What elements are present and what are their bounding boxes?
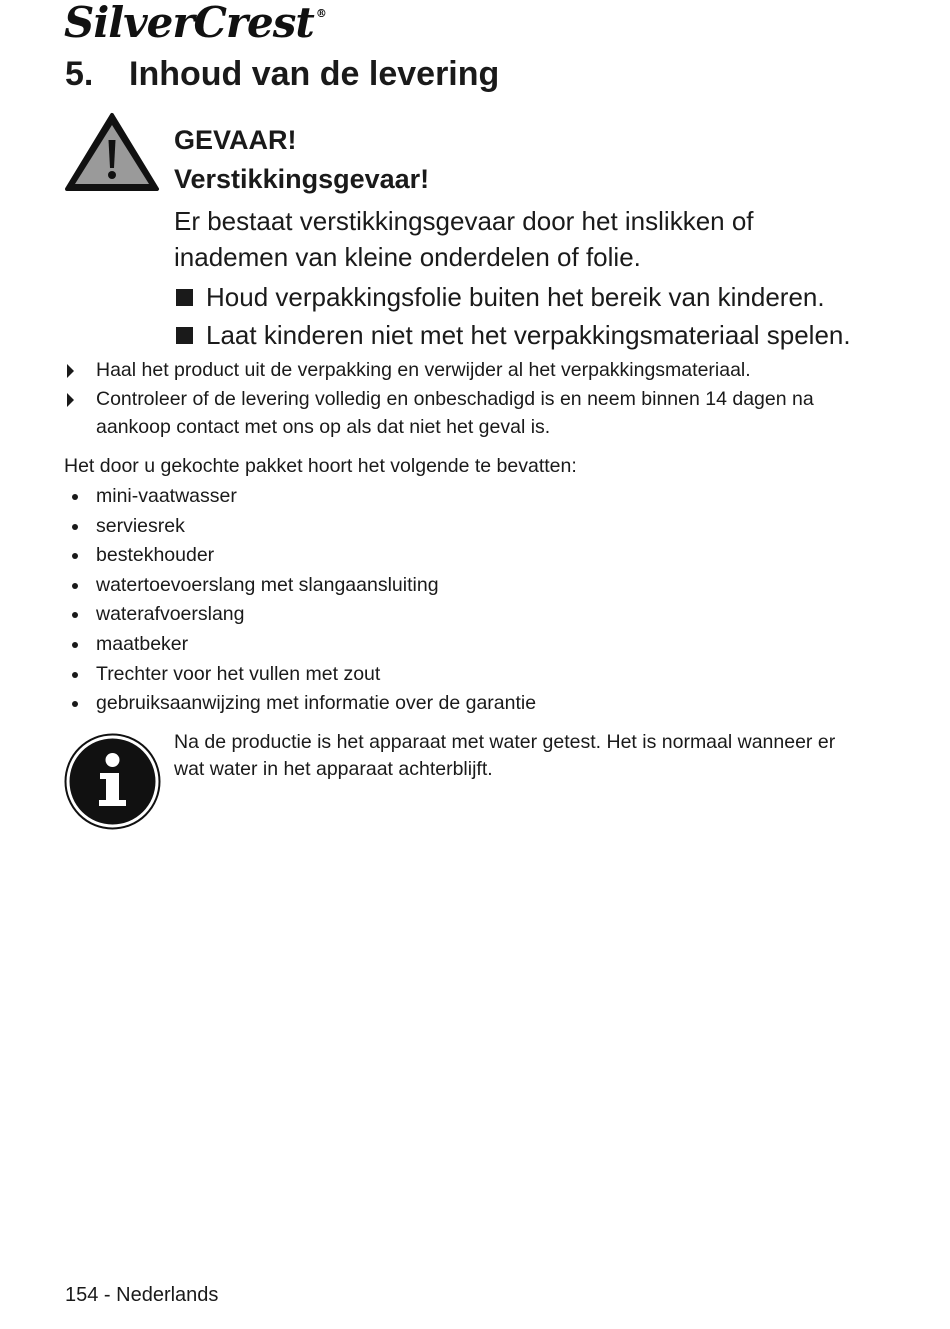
- list-item-text: maatbeker: [96, 632, 189, 655]
- registered-mark: ®: [315, 7, 326, 20]
- list-item-text: bestekhouder: [96, 544, 215, 567]
- list-item-text: Trechter voor het vullen met zout: [96, 662, 381, 685]
- section-number: 5.: [65, 55, 94, 93]
- bullet-dot-icon: [72, 642, 78, 648]
- list-item-text: watertoevoerslang met slangaansluiting: [96, 573, 439, 596]
- bullet-dot-icon: [72, 612, 78, 618]
- section-title-text: Inhoud van de levering: [129, 55, 500, 93]
- square-bullet-icon: [176, 289, 193, 306]
- warning-text: Er bestaat verstikkingsgevaar door het inslikken of inademen van kleine onderdelen of folie.: [174, 206, 754, 272]
- section-title: [65, 54, 499, 94]
- warning-item: [174, 278, 874, 316]
- square-bullet-icon: [176, 327, 193, 344]
- bullet-dot-icon: [72, 701, 78, 707]
- list-item: [64, 630, 536, 660]
- warning-item-text: Houd verpakkingsfolie buiten het bereik van kinderen.: [206, 282, 825, 312]
- warning-heading: GEVAAR!: [174, 125, 297, 155]
- contents-intro: Het door u gekochte pakket hoort het volgende te bevatten:: [64, 455, 577, 477]
- warning-list: [174, 278, 874, 354]
- logo-text: SilverCrest: [64, 0, 314, 47]
- arrow-bullet-icon: [67, 393, 74, 407]
- warning-block: [174, 121, 874, 354]
- list-item-text: serviesrek: [96, 514, 185, 537]
- instruction-step: [64, 356, 864, 384]
- bullet-dot-icon: [72, 494, 78, 500]
- list-item: [64, 571, 536, 601]
- warning-subheading: Verstikkingsgevaar!: [174, 164, 430, 194]
- bullet-dot-icon: [72, 553, 78, 559]
- bullet-dot-icon: [72, 672, 78, 678]
- instruction-step: [64, 385, 864, 441]
- bullet-dot-icon: [72, 524, 78, 530]
- warning-triangle-icon: [64, 112, 160, 192]
- list-item: [64, 600, 536, 630]
- list-item: [64, 482, 536, 512]
- info-icon: [64, 733, 161, 830]
- list-item: [64, 689, 536, 719]
- contents-list: [64, 482, 536, 719]
- arrow-bullet-icon: [67, 364, 74, 378]
- bullet-dot-icon: [72, 583, 78, 589]
- list-item-text: mini-vaatwasser: [96, 485, 237, 507]
- list-item: [64, 541, 536, 571]
- instruction-step-text: Haal het product uit de verpakking en verwijder al het verpakkingsmateriaal.: [96, 359, 751, 381]
- info-text: Na de productie is het apparaat met water getest. Het is normaal wanneer er wat water in het apparaat achterblijft.: [174, 731, 836, 780]
- warning-item: [174, 316, 874, 354]
- list-item: [64, 660, 536, 690]
- instruction-steps: [64, 356, 864, 442]
- silvercrest-logo: [64, 0, 326, 47]
- list-item-text: gebruiksaanwijzing met informatie over de garantie: [96, 692, 537, 715]
- page-footer: 154 - Nederlands: [65, 1284, 219, 1306]
- warning-item-text: Laat kinderen niet met het verpakkingsmateriaal spelen.: [206, 320, 851, 350]
- list-item: [64, 512, 536, 542]
- list-item-text: waterafvoerslang: [96, 603, 245, 626]
- instruction-step-text: Controleer of de levering volledig en onbeschadigd is en neem binnen 14 dagen na aankoop contact met ons op als dat niet het geval is.: [96, 388, 814, 438]
